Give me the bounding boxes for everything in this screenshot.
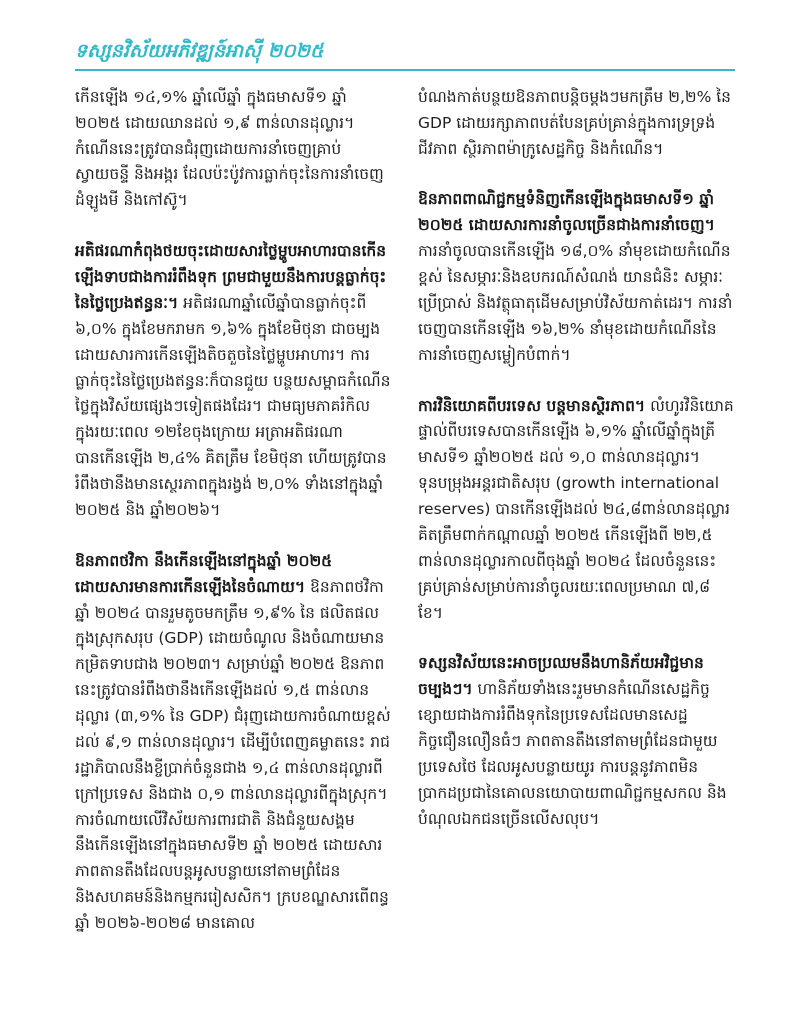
- paragraph: [75, 85, 392, 214]
- paragraph-lead: ទស្សនវិស័យនេះអាចប្រឈមនឹងហានិភ័យអវិជ្ជមានចម្បងៗ។: [418, 654, 704, 699]
- paragraph-lead: អតិផរណាកំពុងថយចុះដោយសារថ្លៃម្ហូបអាហារបានកើនឡើងទាបជាងការរំពឹងទុក ព្រមជាមួយនឹងការបន្តធ្លាក់ចុះនៃថ្លៃប្រេងឥន្ធនៈ។: [75, 242, 387, 312]
- paragraph-body: ការនាំចូលបានកើនឡើង ១៨,០% នាំមុខដោយកំណើនខ្ពស់ នៃសម្ភារៈនិងឧបករណ៍សំណង់ យានជំនិះ សម្ភារៈប្រើប្រាស់ និងវត្ថុធាតុដើមសម្រាប់វិស័យកាត់ដេរ។ ការនាំចេញបានកើនឡើង ១៦,២% នាំមុខដោយកំណើននៃការនាំចេញសម្លៀកបំពាក់។: [418, 242, 733, 364]
- paragraph-body: កើនឡើង ១៤,១% ឆ្នាំលើឆ្នាំ ក្នុងធមាសទី១ ឆ្នាំ ២០២៥ ដោយឈានដល់ ១,៩ ពាន់លានដុល្លារ។ កំណើននេះត្រូវបានជំរុញដោយការនាំចេញគ្រាប់ស្វាយចន្ទី និងអង្ករ ដែលប៉ះប៉ូវការធ្លាក់ចុះនៃការនាំចេញដំឡូងមី និងកៅស៊ូ។: [75, 87, 384, 210]
- paragraph-body: ឱនភាពថវិកាឆ្នាំ ២០២៤ បានរួមតូចមកត្រឹម ១,៩% នៃ ផលិតផលក្នុងស្រុកសរុប (GDP) ដោយចំណូល និងចំណាយមានកម្រិតទាបជាង ២០២៣។ សម្រាប់ឆ្នាំ ២០២៥ ឱនភាពនេះត្រូវបានរំពឹងថានឹងកើនឡើងដល់ ១,៥ ពាន់លានដុល្លារ (៣,១% នៃ GDP) ជំរុញដោយការចំណាយខ្ពស់ដល់ ៩,១ ពាន់លានដុល្លារ។ ដើម្បីបំពេញគម្លាតនេះ រាជរដ្ឋាភិបាលនឹងខ្ចីប្រាក់ចំនួនជាង ១,៤ ពាន់លានដុល្លារពីក្រៅប្រទេស និងជាង ០,១ ពាន់លានដុល្លារពីក្នុងស្រុក។ ការចំណាយលើវិស័យការពារជាតិ និងជំនួយសង្គមនឹងកើនឡើងនៅក្នុងធមាសទី២ ឆ្នាំ ២០២៥ ដោយសារភាពតានតឹងដែលបន្តអូសបន្លាយនៅតាមព្រំដែន និងសហគមន៍និងកម្មកររៀសសិក។ ក្របខណ្ឌសារពើពន្ធឆ្នាំ ២០២៦-២០២៨ មានគោល: [75, 577, 391, 933]
- paragraph: [418, 187, 735, 368]
- right-column: [418, 85, 735, 962]
- paragraph-body: លំហូរវិនិយោគផ្ទាល់ពីបរទេសបានកើនឡើង ៦,១% ឆ្នាំលើឆ្នាំក្នុងត្រីមាសទី១ ឆ្នាំ២០២៥ ដល់ ១,០ ពាន់លានដុល្លារ។ ទុនបម្រុងអន្តរជាតិសរុប (growth international reserves) បានកើនឡើងដល់ ២៤,៨ពាន់លានដុល្លារ គិតត្រឹមពាក់កណ្តាលឆ្នាំ ២០២៥ កើនឡើងពី ២២,៥ ពាន់លានដុល្លារកាលពីចុងឆ្នាំ ២០២៤ ដែលចំនួននេះគ្រប់គ្រាន់សម្រាប់ការនាំចូលរយៈពេលប្រមាណ ៧,៨ ខែ។: [418, 396, 734, 622]
- paragraph: [418, 651, 735, 832]
- paragraph-lead: ឱនភាពថវិកា នឹងកើនឡើងនៅក្នុងឆ្នាំ ២០២៥ ដោយសារមានការកើនឡើងនៃចំណាយ។: [75, 551, 333, 596]
- header-rule: [75, 69, 735, 71]
- paragraph-body: អតិផរណាឆ្នាំលើឆ្នាំបានធ្លាក់ចុះពី ៦,០% ក្នុងខែមករាមក ១,៦% ក្នុងខែមិថុនា ជាចម្បងដោយសារការកើនឡើងតិចតួចនៃថ្លៃម្ហូបអាហារ។ ការធ្លាក់ចុះនៃថ្លៃប្រេងឥន្ធនៈក៏បានជួយ បន្ថយសម្ពាធកំណើនថ្លៃក្នុងវិស័យផ្សេងៗទៀតផងដែរ។ ជាមធ្យមភាគរំកិលក្នុងរយៈពេល ១២ខែចុងក្រោយ អត្រាអតិផរណាបានកើនឡើង ២,៤% គិតត្រឹម ខែមិថុនា ហើយត្រូវបានរំពឹងថានឹងមានស្ថេរភាពក្នុងរង្វង់ ២,០% ទាំងនៅក្នុងឆ្នាំ ២០២៥ និង ឆ្នាំ២០២៦។: [75, 293, 391, 519]
- paragraph: [418, 394, 735, 627]
- paragraph-lead: ឱនភាពពាណិជ្ជកម្មទំនិញកើនឡើងក្នុងធមាសទី១ ឆ្នាំ ២០២៥ ដោយសារការនាំចូលច្រើនជាងការនាំចេញ។: [418, 190, 715, 235]
- paragraph-body: ហានិភ័យទាំងនេះរួមមានកំណើនសេដ្ឋកិច្ចខ្សោយជាងការរំពឹងទុកនៃប្រទេសដែលមានសេដ្ឋកិច្ចជឿនលឿនធំៗ ភាពតានតឹងនៅតាមព្រំដែនជាមួយប្រទេសថៃ ដែលអូសបន្លាយយូរ ការបន្តនូវភាពមិនប្រាកដប្រជានៃគោលនយោបាយពាណិជ្ជកម្មសកល និងបំណុលឯកជនច្រើនលើសលុប។: [418, 680, 727, 828]
- paragraph: [75, 239, 392, 524]
- paragraph: [418, 85, 735, 163]
- running-header: ទស្សនវិស័យអភិវឌ្ឍន៍អាស៊ី ២០២៥: [75, 40, 324, 62]
- two-column-layout: [75, 85, 735, 962]
- paragraph: [75, 549, 392, 937]
- paragraph-lead: ការវិនិយោគពីបរទេស បន្តមានស្ថិរភាព។: [418, 396, 646, 415]
- paragraph-body: បំណងកាត់បន្ថយឱនភាពបន្តិចម្តងៗមកត្រឹម ២,២% នៃ GDP ដោយរក្សាភាពបត់បែនគ្រប់គ្រាន់ក្នុងការទ្រទ្រង់ជីវភាព ស្ថិរភាពម៉ាក្រូសេដ្ឋកិច្ច និងកំណើន។: [418, 87, 732, 158]
- left-column: [75, 85, 392, 962]
